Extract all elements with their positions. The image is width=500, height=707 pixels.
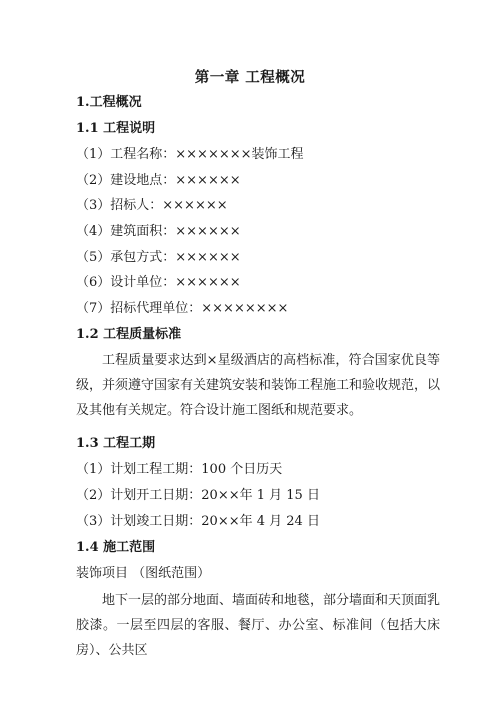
section-heading-1-4: 1.4 施工范围 xyxy=(76,540,156,555)
list-item: （1）计划工程工期：100 个日历天 xyxy=(76,462,283,477)
list-item: （7）招标代理单位：×××××××× xyxy=(76,301,289,316)
scope-label: 装饰项目 （图纸范围） xyxy=(76,566,211,581)
list-item: （4）建筑面积：×××××× xyxy=(76,224,241,239)
list-item: （6）设计单位：×××××× xyxy=(76,275,241,290)
list-item: （3）招标人：×××××× xyxy=(76,198,228,213)
section-heading-1: 1.工程概况 xyxy=(76,95,142,110)
list-item: （3）计划竣工日期：20××年 4 月 24 日 xyxy=(76,514,320,529)
chapter-title: 第一章 工程概况 xyxy=(194,69,306,86)
list-item: （2）计划开工日期：20××年 1 月 15 日 xyxy=(76,488,320,503)
section-heading-1-2: 1.2 工程质量标准 xyxy=(76,327,182,342)
list-item: （2）建设地点：×××××× xyxy=(76,173,241,188)
list-item: （1）工程名称：×××××××装饰工程 xyxy=(76,147,304,162)
quality-paragraph: 工程质量要求达到×星级酒店的高档标准，符合国家优良等级，并须遵守国家有关建筑安装和装饰工程施工和验收规范，以及其他有关规定。符合设计施工图纸和规范要求。 xyxy=(76,353,441,418)
section-heading-1-3: 1.3 工程工期 xyxy=(76,436,156,451)
list-item: （5）承包方式：×××××× xyxy=(76,250,241,265)
scope-paragraph: 地下一层的部分地面、墙面砖和地毯，部分墙面和天顶面乳胶漆。一层至四层的客服、餐厅、办公室、标准间（包括大床房）、公共区 xyxy=(76,593,441,658)
section-heading-1-1: 1.1 工程说明 xyxy=(76,121,156,136)
